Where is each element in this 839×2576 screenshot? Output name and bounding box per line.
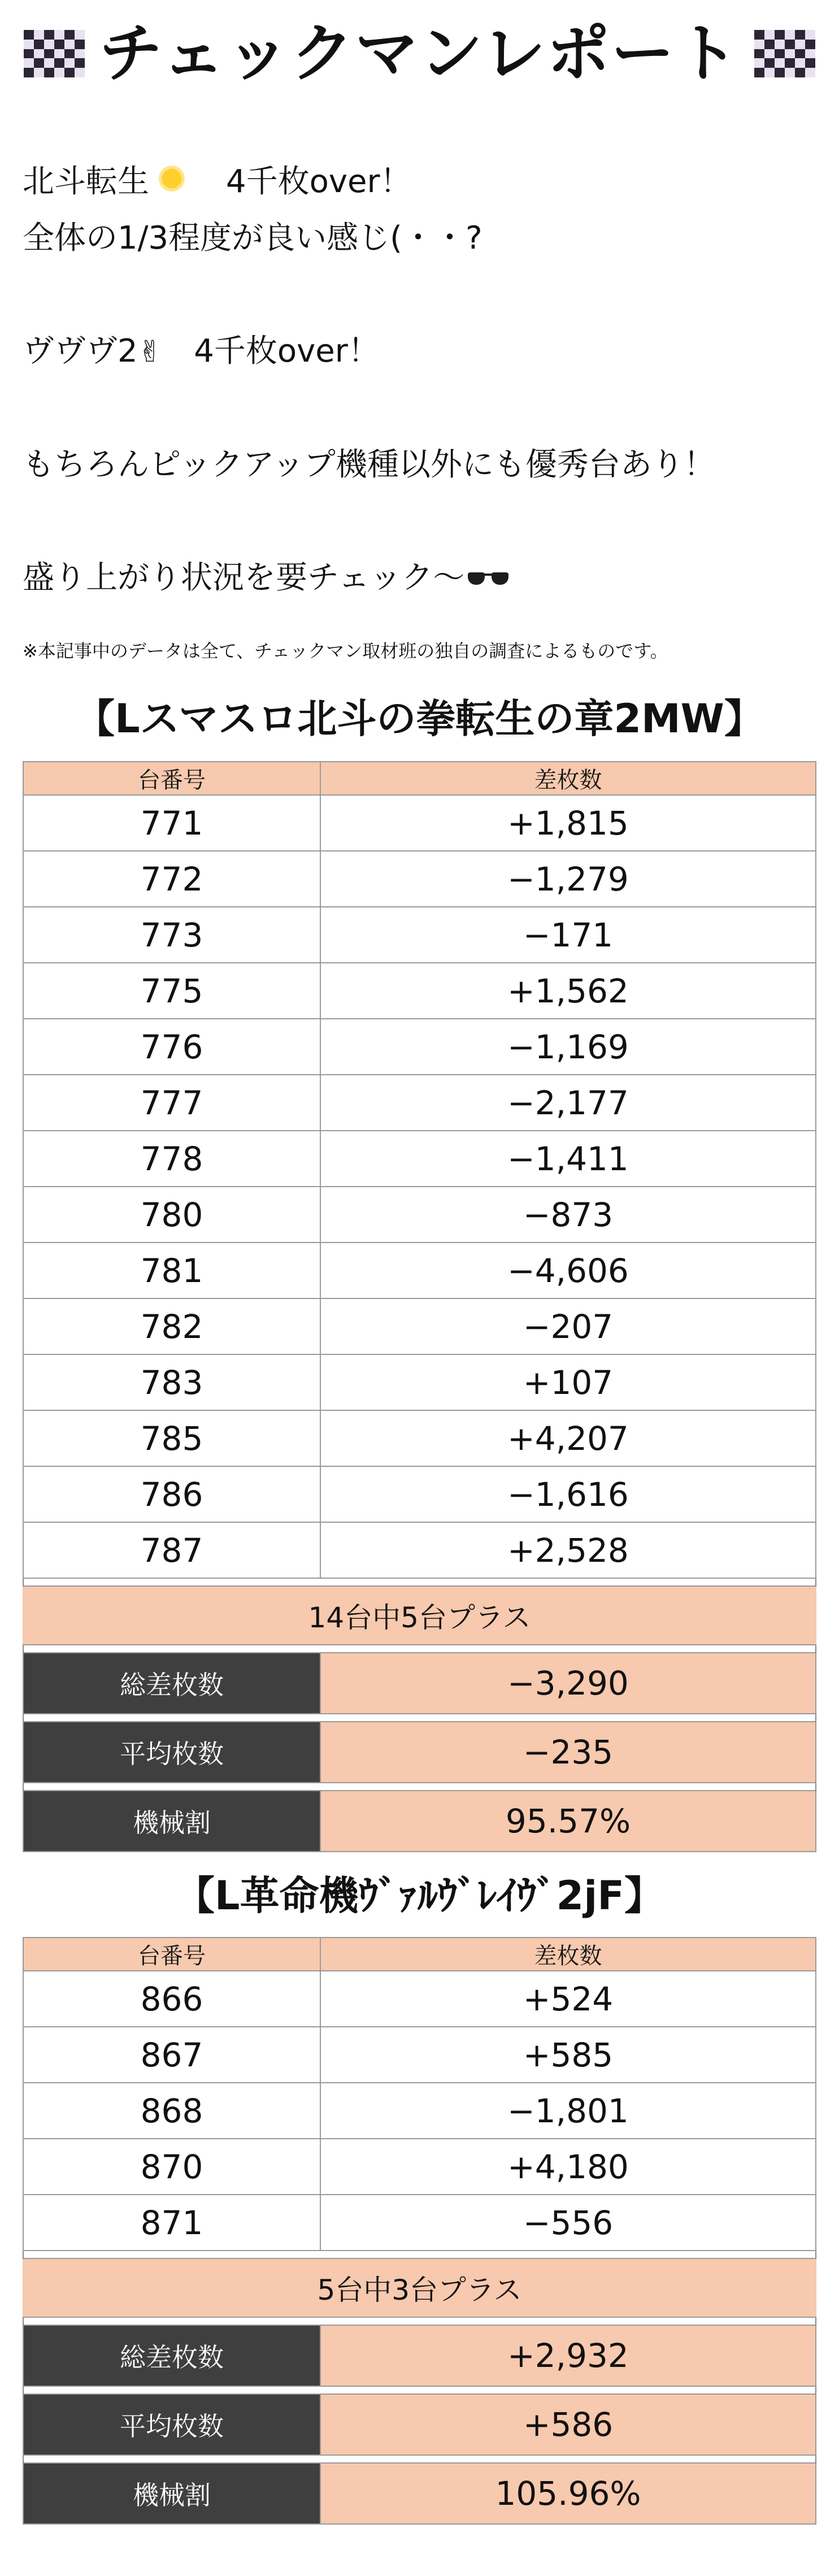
stat-label: 総差枚数 [23,2325,320,2386]
summary-row [23,1586,816,1645]
stat-row [23,1653,816,1714]
machine-number-cell: 870 [23,2139,320,2195]
diff-cell: −207 [320,1298,816,1354]
summary-row [23,2258,816,2317]
disclaimer-note: ※本記事中のデータは全て、チェックマン取材班の独自の調査によるものです。 [23,640,668,662]
sunglasses-icon [467,569,510,586]
machine-number-cell: 871 [23,2195,320,2251]
table-row [23,1131,816,1187]
intro-line-1: 北斗転生 4千枚over！ [23,154,839,210]
intro-text [0,102,839,606]
table-row [23,1075,816,1131]
diff-cell: +1,562 [320,963,816,1019]
stat-row [23,1722,816,1783]
diff-cell: +4,207 [320,1410,816,1466]
stat-label: 機械割 [23,1791,320,1852]
table-row [23,1019,816,1075]
machine-number-cell: 773 [23,907,320,963]
table-row [23,2027,816,2083]
diff-cell: −2,177 [320,1075,816,1131]
diff-cell: −873 [320,1187,816,1243]
diff-cell: −1,411 [320,1131,816,1187]
diff-cell: −1,801 [320,2083,816,2139]
table-row [23,2083,816,2139]
machine-number-cell: 867 [23,2027,320,2083]
diff-cell: +2,528 [320,1522,816,1578]
table-row [23,1243,816,1298]
column-header: 差枚数 [320,762,816,795]
stat-label: 総差枚数 [23,1653,320,1714]
table-row [23,1522,816,1578]
intro-line-2: 全体の1/3程度が良い感じ(・・? [23,220,482,257]
hokuto-section-title: 【Lスマスロ北斗の拳転生の章2MW】 [75,696,764,742]
stat-value: 105.96% [320,2463,816,2524]
column-header: 差枚数 [320,1938,816,1971]
table-row [23,851,816,907]
stat-value: −3,290 [320,1653,816,1714]
diff-cell: −1,616 [320,1466,816,1522]
stat-value: +2,932 [320,2325,816,2386]
table-row [23,1410,816,1466]
stat-value: −235 [320,1722,816,1783]
machine-number-cell: 787 [23,1522,320,1578]
stat-value: 95.57% [320,1791,816,1852]
sun-icon [154,160,190,197]
column-header: 台番号 [23,1938,320,1971]
table-row [23,907,816,963]
intro-line-5: 盛り上がり状況を要チェック～ [23,550,839,606]
diff-cell: −171 [320,907,816,963]
machine-number-cell: 785 [23,1410,320,1466]
table-row [23,795,816,851]
plus-count-summary: 14台中5台プラス [23,1586,816,1645]
victory-hand-icon: ✌ [137,335,163,369]
machine-number-cell: 786 [23,1466,320,1522]
checkered-flag-icon-left [24,30,85,77]
plus-count-summary: 5台中3台プラス [23,2258,816,2317]
machine-number-cell: 771 [23,795,320,851]
table-row [23,2139,816,2195]
intro-line-4: もちろんピックアップ機種以外にも優秀台あり！ [23,446,715,483]
machine-number-cell: 776 [23,1019,320,1075]
machine-number-cell: 781 [23,1243,320,1298]
machine-number-cell: 780 [23,1187,320,1243]
diff-cell: +585 [320,2027,816,2083]
diff-cell: −1,279 [320,851,816,907]
machine-number-cell: 782 [23,1298,320,1354]
valvrave-results-table [23,1937,816,2525]
stat-row [23,2325,816,2386]
stat-label: 機械割 [23,2463,320,2524]
machine-number-cell: 783 [23,1354,320,1410]
stat-value: +586 [320,2394,816,2455]
machine-number-cell: 775 [23,963,320,1019]
table-row [23,1971,816,2027]
diff-cell: −4,606 [320,1243,816,1298]
machine-number-cell: 868 [23,2083,320,2139]
diff-cell: +524 [320,1971,816,2027]
table-row [23,963,816,1019]
hokuto-results-table [23,761,816,1852]
diff-cell: +1,815 [320,795,816,851]
machine-number-cell: 777 [23,1075,320,1131]
stat-row [23,1791,816,1852]
diff-cell: +4,180 [320,2139,816,2195]
table-row [23,2195,816,2251]
table-row [23,1187,816,1243]
diff-cell: −1,169 [320,1019,816,1075]
table-header-row [23,1938,816,1971]
stat-label: 平均枚数 [23,1722,320,1783]
stat-row [23,2394,816,2455]
table-row [23,1466,816,1522]
intro-line-3: ヴヴヴ2✌ 4千枚over！ [23,333,380,370]
page-header [0,0,839,102]
page-title: チェックマンレポート [99,17,740,90]
diff-cell: +107 [320,1354,816,1410]
stat-label: 平均枚数 [23,2394,320,2455]
diff-cell: −556 [320,2195,816,2251]
column-header: 台番号 [23,762,320,795]
table-row [23,1298,816,1354]
machine-number-cell: 866 [23,1971,320,2027]
checkered-flag-icon-right [754,30,815,77]
table-row [23,1354,816,1410]
table-header-row [23,762,816,795]
machine-number-cell: 778 [23,1131,320,1187]
valvrave-section-title: 【L革命機ｳﾞｧﾙｳﾞﾚｲｳﾞ2jF】 [175,1873,664,1919]
machine-number-cell: 772 [23,851,320,907]
stat-row [23,2463,816,2524]
